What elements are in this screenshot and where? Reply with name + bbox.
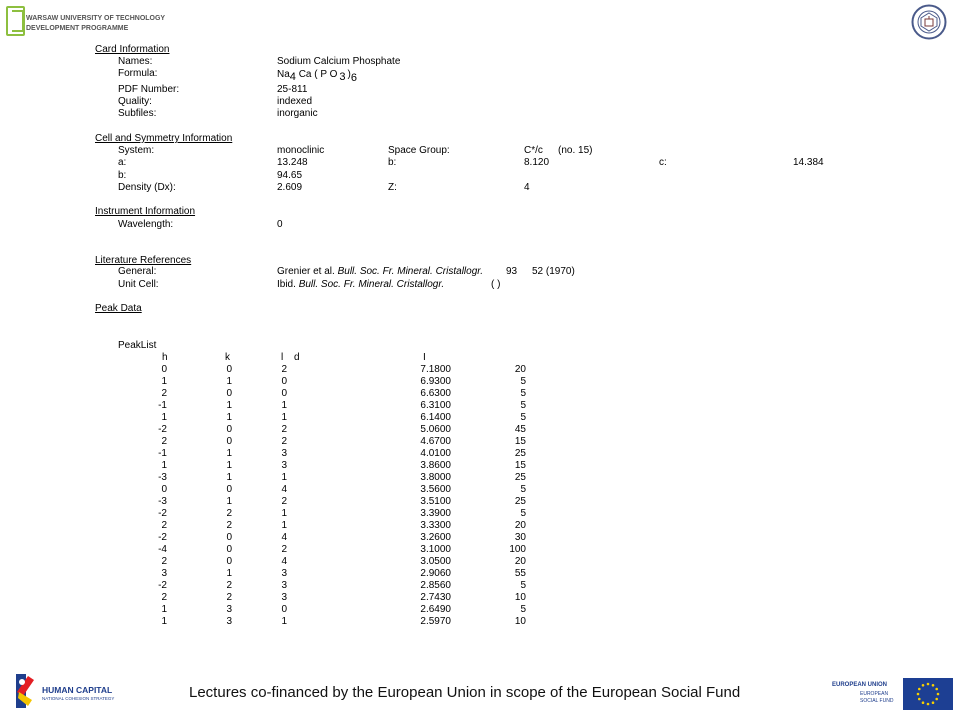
wut-logo-mark-inner-icon (12, 10, 24, 32)
peak-cell-k: 3 (226, 616, 232, 627)
peak-cell-h: -1 (158, 448, 167, 459)
peak-cell-h: 3 (161, 568, 167, 579)
unit-cell-ref-paren: ( ) (491, 279, 501, 290)
peak-cell-l: 4 (281, 556, 287, 567)
peak-cell-h: 1 (161, 376, 167, 387)
peak-cell-i: 5 (520, 484, 526, 495)
general-ref-authors: Grenier et al. (277, 266, 335, 277)
peak-cell-i: 20 (514, 520, 526, 531)
general-ref-pages: 52 (1970) (532, 266, 575, 277)
peak-cell-i: 45 (514, 424, 526, 435)
formula-na: Na (277, 69, 290, 80)
peak-column-k (210, 364, 232, 628)
peak-cell-d: 3.2600 (420, 532, 451, 543)
formula-close-subscript: 6 (350, 72, 358, 84)
peak-cell-k: 1 (226, 496, 232, 507)
peak-cell-k: 0 (226, 532, 232, 543)
peak-cell-i: 25 (514, 448, 526, 459)
human-capital-logo (12, 671, 124, 711)
eu-flag-icon (903, 678, 953, 710)
peak-cell-i: 25 (514, 472, 526, 483)
peak-cell-l: 2 (281, 424, 287, 435)
peak-cell-h: 0 (161, 484, 167, 495)
peak-column-l (268, 364, 287, 628)
peak-cell-h: -2 (158, 532, 167, 543)
peak-cell-l: 1 (281, 412, 287, 423)
university-name-line1: WARSAW UNIVERSITY OF TECHNOLOGY (26, 15, 166, 22)
system-label: System: (118, 145, 155, 156)
cell-beta-label: b: (118, 170, 127, 181)
general-ref-journal: Bull. Soc. Fr. Mineral. Cristallogr. (337, 266, 483, 277)
peak-cell-d: 6.3100 (420, 400, 451, 411)
formula-po-subscript: 3 (339, 71, 346, 83)
peak-cell-k: 2 (226, 508, 232, 519)
peak-cell-k: 1 (226, 376, 232, 387)
density-label: Density (Dx): (118, 182, 176, 193)
peak-cell-l: 0 (281, 376, 287, 387)
unit-cell-ref-authors: Ibid. (277, 279, 296, 290)
peak-cell-i: 5 (520, 376, 526, 387)
peak-cell-h: -2 (158, 508, 167, 519)
peak-column-d (400, 364, 451, 628)
wavelength-value: 0 (277, 219, 283, 230)
peak-cell-i: 25 (514, 496, 526, 507)
cell-a-value: 13.248 (277, 157, 308, 168)
peak-cell-d: 6.6300 (420, 388, 451, 399)
peak-cell-d: 6.9300 (420, 376, 451, 387)
unit-cell-ref-journal: Bull. Soc. Fr. Mineral. Cristallogr. (298, 279, 445, 290)
peak-cell-d: 2.8560 (420, 580, 451, 591)
peak-cell-d: 6.1400 (420, 412, 451, 423)
peak-cell-d: 3.5600 (420, 484, 451, 495)
peak-cell-d: 2.9060 (420, 568, 451, 579)
names-label: Names: (118, 56, 153, 67)
peak-cell-d: 7.1800 (420, 364, 451, 375)
cell-a-label: a: (118, 157, 127, 168)
peak-cell-d: 3.5100 (420, 496, 451, 507)
peak-cell-h: 1 (161, 604, 167, 615)
peak-cell-k: 1 (226, 400, 232, 411)
peak-cell-l: 3 (281, 580, 287, 591)
formula-close: ) (347, 69, 351, 80)
unit-cell-ref-label: Unit Cell: (118, 279, 159, 290)
peak-cell-k: 1 (226, 412, 232, 423)
col-header-h: h (162, 352, 168, 363)
wut-logo (4, 4, 174, 36)
general-ref-volume: 93 (506, 266, 518, 277)
peak-cell-i: 20 (514, 556, 526, 567)
peak-cell-k: 0 (226, 484, 232, 495)
peak-cell-l: 1 (281, 400, 287, 411)
peak-cell-h: 1 (161, 460, 167, 471)
peak-column-i (486, 364, 526, 628)
human-capital-mark-icon (14, 672, 40, 710)
subfiles-value: inorganic (277, 108, 318, 119)
z-value: 4 (524, 182, 530, 193)
peak-cell-i: 5 (520, 604, 526, 615)
peak-cell-l: 1 (281, 616, 287, 627)
peak-cell-h: 2 (161, 436, 167, 447)
peak-cell-i: 10 (514, 592, 526, 603)
peak-cell-i: 15 (514, 460, 526, 471)
peak-cell-i: 55 (514, 568, 526, 579)
formula-value (277, 68, 358, 84)
peak-cell-k: 2 (226, 580, 232, 591)
peak-cell-d: 3.3900 (420, 508, 451, 519)
general-ref-label: General: (118, 266, 157, 277)
density-value: 2.609 (277, 182, 303, 193)
peak-cell-l: 3 (281, 460, 287, 471)
peak-cell-d: 3.3300 (420, 520, 451, 531)
peak-cell-h: 2 (161, 520, 167, 531)
peak-cell-k: 1 (226, 448, 232, 459)
cell-b-label: b: (388, 157, 397, 168)
eu-label-line3: SOCIAL FUND (860, 698, 894, 704)
pdf-number-value: 25-811 (277, 84, 308, 95)
peak-cell-d: 3.1000 (420, 544, 451, 555)
cell-c-label: c: (659, 157, 667, 168)
cell-c-value: 14.384 (793, 157, 824, 168)
formula-na-subscript: 4 (289, 71, 296, 83)
peak-cell-i: 5 (520, 508, 526, 519)
university-seal-icon (911, 4, 947, 40)
quality-label: Quality: (118, 96, 152, 107)
card-info-heading: Card Information (95, 44, 170, 55)
quality-value: indexed (277, 96, 313, 107)
eu-label-line1: EUROPEAN UNION (832, 682, 888, 688)
space-group-label: Space Group: (388, 145, 450, 156)
peak-cell-l: 3 (281, 592, 287, 603)
human-capital-subtitle: NATIONAL COHESION STRATEGY (42, 696, 115, 701)
names-value: Sodium Calcium Phosphate (277, 56, 401, 67)
cofinance-caption: Lectures co-financed by the European Union in scope of the European Social Fund (189, 684, 741, 701)
formula-label: Formula: (118, 68, 158, 79)
wavelength-label: Wavelength: (118, 219, 174, 230)
instrument-heading: Instrument Information (95, 206, 196, 217)
peak-cell-d: 4.0100 (420, 448, 451, 459)
peak-cell-l: 1 (281, 520, 287, 531)
peak-cell-d: 4.6700 (420, 436, 451, 447)
peak-cell-k: 2 (226, 592, 232, 603)
col-header-k: k (225, 352, 230, 363)
peak-cell-l: 3 (281, 448, 287, 459)
peak-cell-k: 0 (226, 424, 232, 435)
peak-data-heading: Peak Data (95, 303, 142, 314)
general-ref-value (277, 266, 483, 278)
pdf-number-label: PDF Number: (118, 84, 180, 95)
peak-cell-h: -3 (158, 472, 167, 483)
peak-column-h (130, 364, 167, 628)
peak-cell-h: -2 (158, 424, 167, 435)
peak-cell-k: 1 (226, 460, 232, 471)
peak-cell-l: 1 (281, 472, 287, 483)
peak-cell-l: 2 (281, 436, 287, 447)
peak-cell-i: 5 (520, 412, 526, 423)
peak-cell-k: 0 (226, 556, 232, 567)
peak-cell-h: -1 (158, 400, 167, 411)
unit-cell-ref-value (277, 279, 444, 291)
peak-cell-h: 2 (161, 592, 167, 603)
human-capital-title: HUMAN CAPITAL (42, 685, 113, 695)
peak-cell-k: 2 (226, 520, 232, 531)
peak-cell-i: 10 (514, 616, 526, 627)
peak-cell-d: 3.8000 (420, 472, 451, 483)
cell-b-value: 8.120 (524, 157, 550, 168)
peak-cell-l: 3 (281, 568, 287, 579)
peak-cell-i: 15 (514, 436, 526, 447)
peak-cell-i: 30 (514, 532, 526, 543)
eu-esf-logo (828, 676, 958, 716)
peak-cell-i: 20 (514, 364, 526, 375)
col-header-i: I (423, 352, 426, 363)
peaklist-title: PeakList (118, 340, 157, 351)
peak-cell-l: 0 (281, 388, 287, 399)
peak-cell-l: 2 (281, 496, 287, 507)
cell-symmetry-heading: Cell and Symmetry Information (95, 133, 233, 144)
space-group-value: C*/c (524, 145, 543, 156)
peak-cell-i: 5 (520, 580, 526, 591)
peak-cell-h: 1 (161, 616, 167, 627)
peak-cell-k: 1 (226, 568, 232, 579)
peak-cell-k: 1 (226, 472, 232, 483)
peak-cell-h: 2 (161, 556, 167, 567)
peak-cell-k: 0 (226, 364, 232, 375)
space-group-number: (no. 15) (558, 145, 593, 156)
peak-cell-h: -2 (158, 580, 167, 591)
peak-cell-h: 0 (161, 364, 167, 375)
col-header-d: d (294, 352, 300, 363)
peak-cell-d: 3.0500 (420, 556, 451, 567)
subfiles-label: Subfiles: (118, 108, 157, 119)
peak-cell-d: 2.7430 (420, 592, 451, 603)
peak-cell-h: 1 (161, 412, 167, 423)
peak-cell-k: 0 (226, 388, 232, 399)
peak-cell-l: 0 (281, 604, 287, 615)
peak-cell-k: 3 (226, 604, 232, 615)
peak-cell-i: 100 (509, 544, 526, 555)
z-label: Z: (388, 182, 397, 193)
peak-cell-d: 2.5970 (420, 616, 451, 627)
col-header-l: l (281, 352, 284, 363)
peak-cell-l: 4 (281, 484, 287, 495)
university-name-line2: DEVELOPMENT PROGRAMME (26, 25, 129, 32)
peak-cell-i: 5 (520, 400, 526, 411)
peak-cell-h: -3 (158, 496, 167, 507)
literature-heading: Literature References (95, 255, 192, 266)
formula-ca-po: Ca ( P O (298, 69, 338, 80)
peak-cell-k: 0 (226, 544, 232, 555)
peak-cell-l: 2 (281, 364, 287, 375)
peak-cell-h: -4 (158, 544, 167, 555)
peak-cell-k: 0 (226, 436, 232, 447)
peak-cell-l: 4 (281, 532, 287, 543)
peak-cell-l: 1 (281, 508, 287, 519)
peak-cell-d: 3.8600 (420, 460, 451, 471)
peak-cell-i: 5 (520, 388, 526, 399)
system-value: monoclinic (277, 145, 325, 156)
peak-cell-l: 2 (281, 544, 287, 555)
cell-beta-value: 94.65 (277, 170, 303, 181)
peak-cell-d: 5.0600 (420, 424, 451, 435)
peak-cell-d: 2.6490 (420, 604, 451, 615)
eu-label-line2: EUROPEAN (860, 691, 889, 697)
peak-cell-h: 2 (161, 388, 167, 399)
